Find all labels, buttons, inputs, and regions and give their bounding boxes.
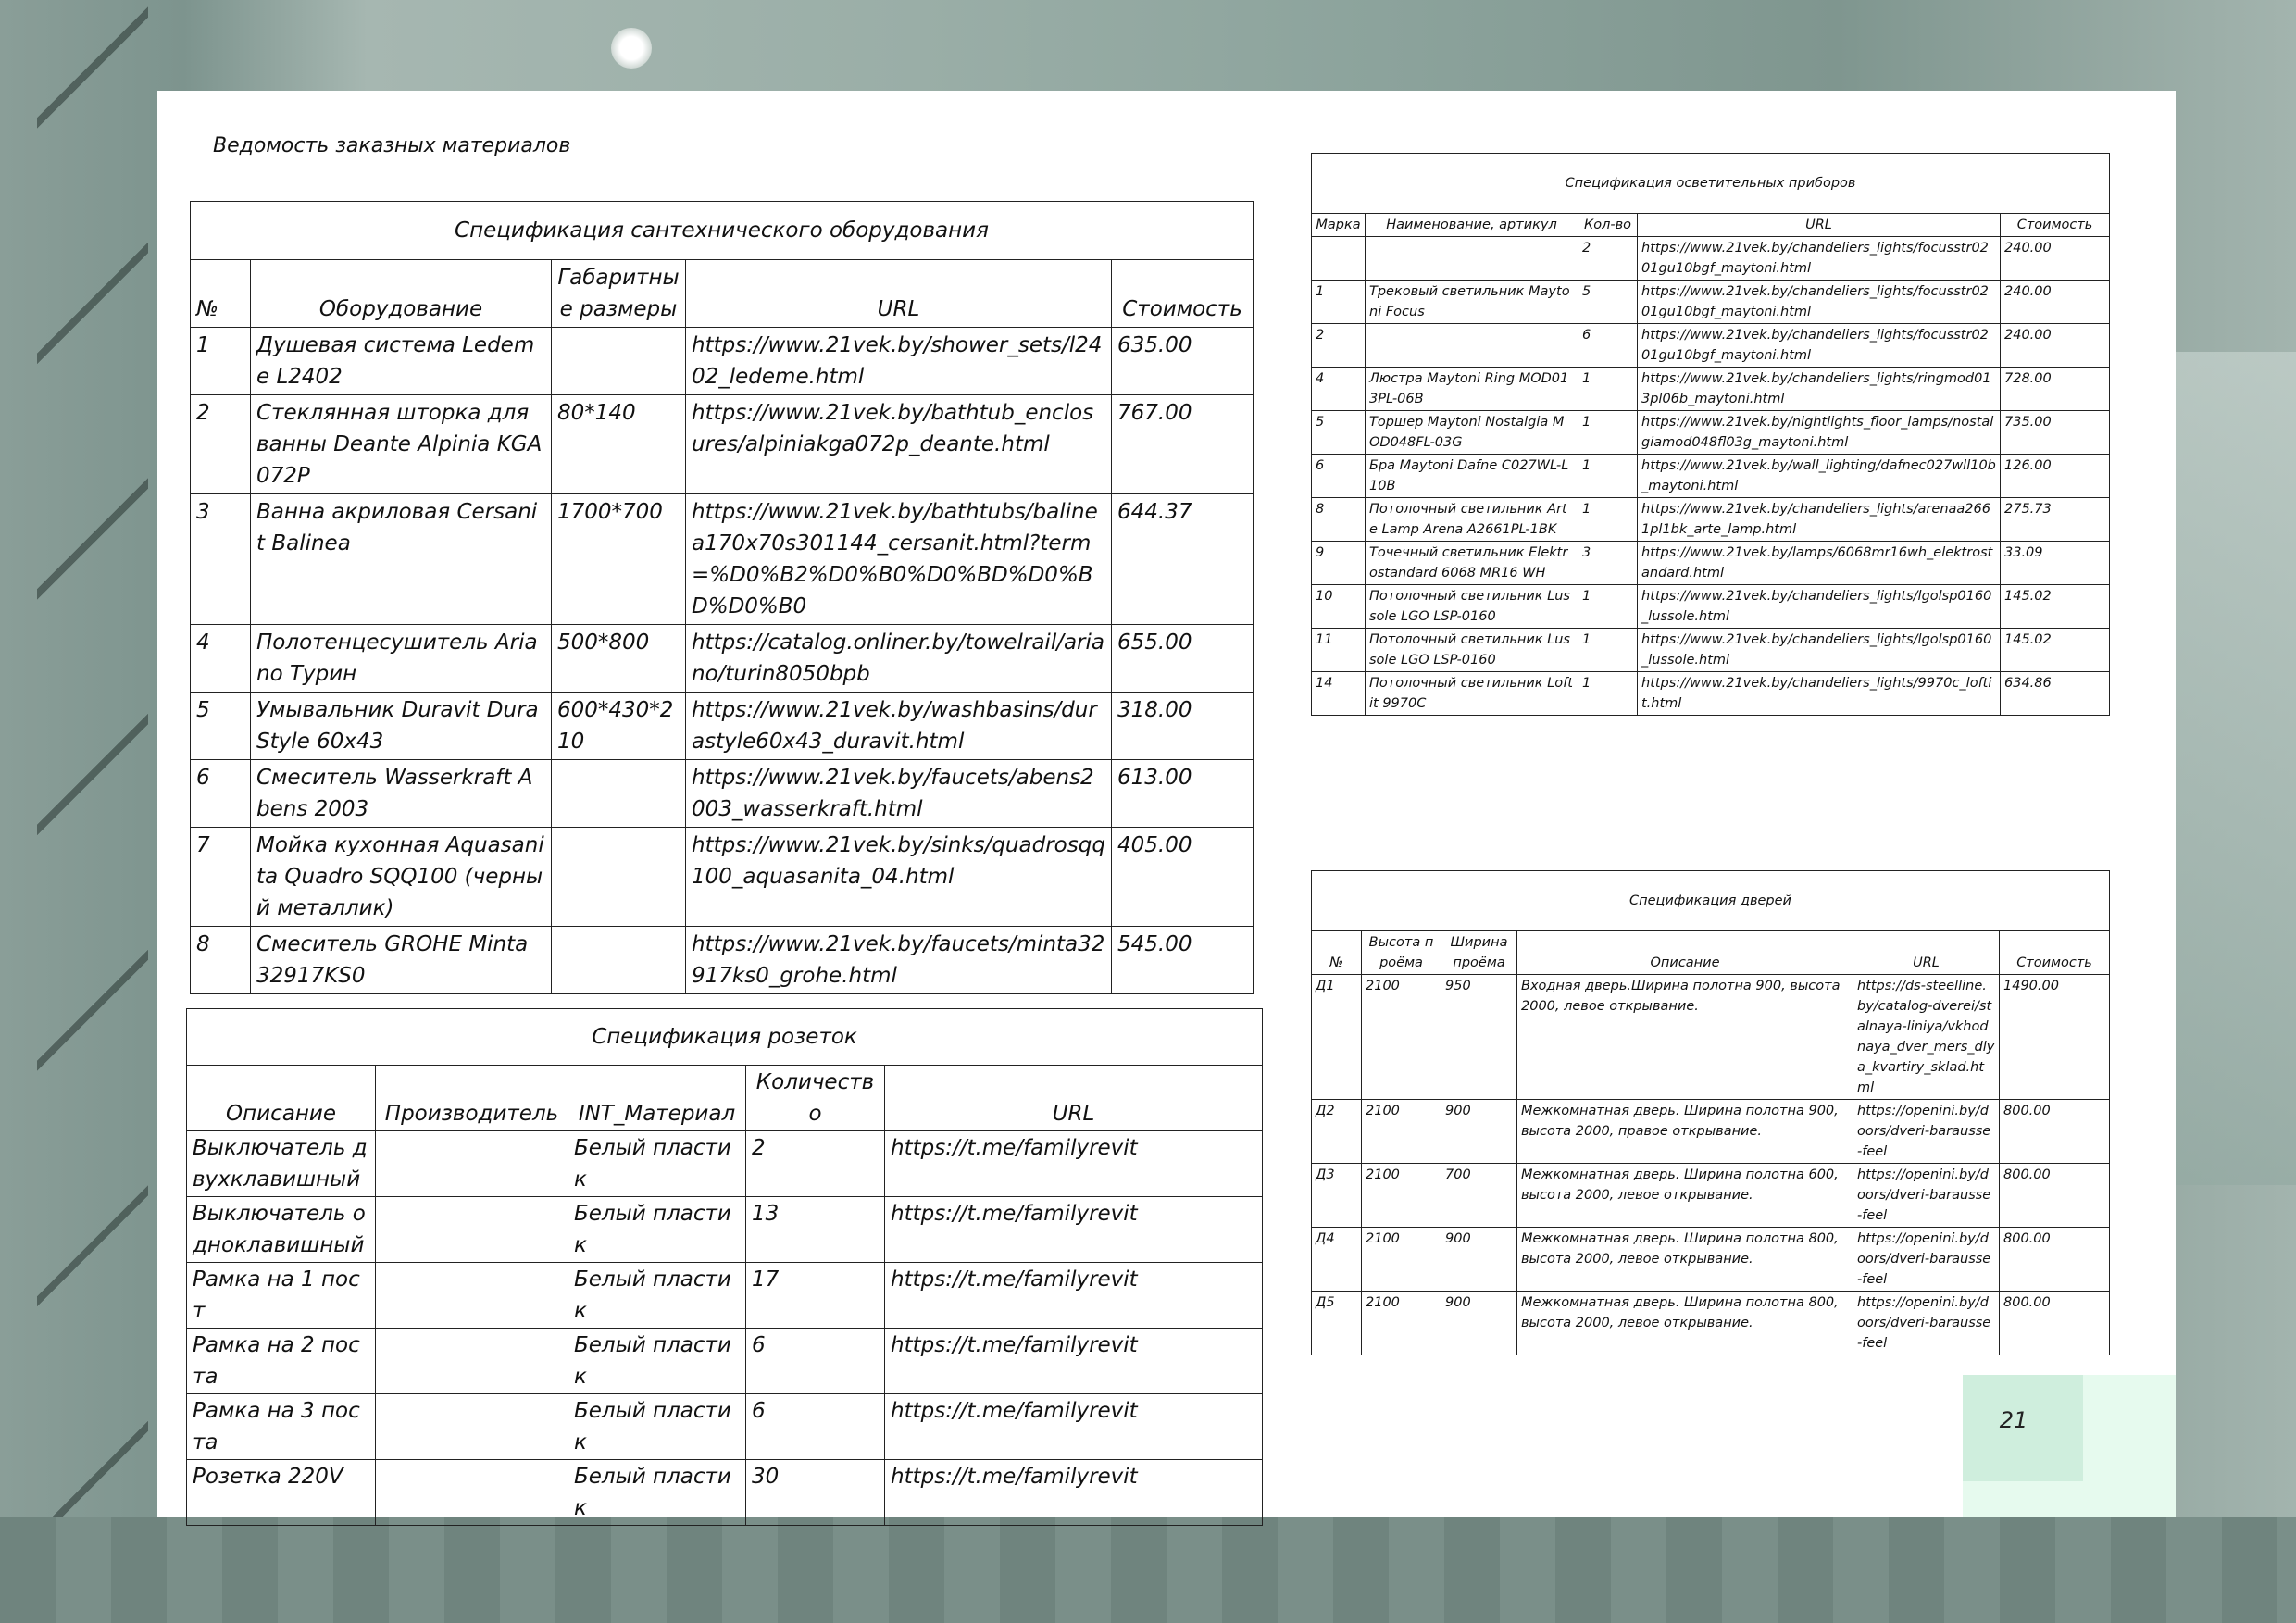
table-cell: 1 [1578,585,1638,629]
plumbing-table [190,201,1254,994]
table-row [1312,1100,2110,1164]
table-cell: 3 [191,494,251,625]
table-cell: 644.37 [1112,494,1254,625]
table-row [191,760,1254,828]
table-cell: Люстра Maytoni Ring MOD013PL-06B [1366,368,1578,411]
table-cell: 600*430*210 [552,693,686,760]
table-cell: 800.00 [2000,1228,2110,1292]
table-cell: 767.00 [1112,395,1254,494]
table-cell: Смеситель GROHE Minta 32917KS0 [251,927,552,994]
table-cell: Рамка на 1 пост [187,1263,376,1329]
table-cell: Межкомнатная дверь. Ширина полотна 900, высота 2000, правое открывание. [1517,1100,1853,1164]
table-row [1312,455,2110,498]
table-cell: 13 [746,1197,885,1263]
header-url: URL [885,1066,1263,1131]
table-cell: Белый пластик [568,1197,746,1263]
table-cell: 700 [1441,1164,1517,1228]
table-cell: 17 [746,1263,885,1329]
table-cell: 30 [746,1460,885,1526]
table-cell: https://ds-steelline.by/catalog-dverei/stalnaya-liniya/vkhodnaya_dver_mers_dlya_kvartiry_sklad.html [1853,975,2000,1100]
table-cell: https://www.21vek.by/chandeliers_lights/9970c_loftit.html [1638,672,2001,716]
table-cell: https://catalog.onliner.by/towelrail/ariano/turin8050bpb [686,625,1112,693]
header-url: URL [686,260,1112,328]
table-cell: Потолочный светильник Loftit 9970C [1366,672,1578,716]
table-cell: 8 [1312,498,1366,542]
page-number: 21 [1999,1407,2028,1433]
table-cell: 635.00 [1112,328,1254,395]
table-row [191,494,1254,625]
table-cell [376,1460,568,1526]
table-cell: 1 [1578,368,1638,411]
table-cell: Белый пластик [568,1329,746,1394]
table-cell: https://openini.by/doors/dveri-barausse-feel [1853,1292,2000,1355]
table-row [1312,281,2110,324]
table-cell: 145.02 [2001,585,2110,629]
table-cell: 1 [1578,672,1638,716]
table-row [191,625,1254,693]
table-cell: 900 [1441,1100,1517,1164]
table-row [187,1394,1263,1460]
table-cell: Потолочный светильник Arte Lamp Arena A2661PL-1BK [1366,498,1578,542]
table-cell: 2 [1312,324,1366,368]
table-cell: 800.00 [2000,1292,2110,1355]
table-cell: 1 [1312,281,1366,324]
document-title: Ведомость заказных материалов [213,134,571,157]
table-cell: Белый пластик [568,1263,746,1329]
table-row [1312,368,2110,411]
table-cell: 145.02 [2001,629,2110,672]
header-name: Наименование, артикул [1366,214,1578,237]
table-row [191,927,1254,994]
table-cell: 318.00 [1112,693,1254,760]
table-row [187,1197,1263,1263]
table-cell: Потолочный светильник Lussole LGO LSP-0160 [1366,629,1578,672]
table-cell: https://www.21vek.by/chandeliers_lights/lgolsp0160_lussole.html [1638,629,2001,672]
table-cell: https://t.me/familyrevit [885,1197,1263,1263]
table-cell: 4 [1312,368,1366,411]
table-cell: Точечный светильник Elektrostandard 6068 MR16 WH [1366,542,1578,585]
table-cell: 5 [1312,411,1366,455]
table-cell [1366,324,1578,368]
table-cell: 1490.00 [2000,975,2110,1100]
table-cell: Трековый светильник Maytoni Focus [1366,281,1578,324]
table-cell: 240.00 [2001,324,2110,368]
table-cell: Белый пластик [568,1131,746,1197]
table-cell: Входная дверь.Ширина полотна 900, высота 2000, левое открывание. [1517,975,1853,1100]
table-cell: https://www.21vek.by/lamps/6068mr16wh_elektrostandard.html [1638,542,2001,585]
table-cell: https://www.21vek.by/sinks/quadrosqq100_aquasanita_04.html [686,828,1112,927]
header-row [1312,931,2110,975]
header-quantity: Кол-во [1578,214,1638,237]
header-cost: Стоимость [2001,214,2110,237]
table-row [187,1329,1263,1394]
header-dimensions: Габаритные размеры [552,260,686,328]
table-cell [376,1197,568,1263]
table-cell: 126.00 [2001,455,2110,498]
table-cell: Межкомнатная дверь. Ширина полотна 600, высота 2000, левое открывание. [1517,1164,1853,1228]
table-cell: https://www.21vek.by/faucets/minta32917ks0_grohe.html [686,927,1112,994]
header-row [187,1066,1263,1131]
table-row [191,328,1254,395]
table-caption: Спецификация сантехнического оборудования [191,202,1254,260]
doors-table [1311,870,2110,1355]
table-cell: Межкомнатная дверь. Ширина полотна 800, высота 2000, левое открывание. [1517,1228,1853,1292]
table-cell: https://www.21vek.by/chandeliers_lights/focusstr0201gu10bgf_maytoni.html [1638,324,2001,368]
table-cell: https://www.21vek.by/chandeliers_lights/focusstr0201gu10bgf_maytoni.html [1638,237,2001,281]
header-description: Описание [1517,931,1853,975]
table-cell: 1 [1578,629,1638,672]
table-cell: 7 [191,828,251,927]
table-cell: https://www.21vek.by/faucets/abens2003_wasserkraft.html [686,760,1112,828]
table-caption: Спецификация дверей [1312,871,2110,931]
header-mark: Марка [1312,214,1366,237]
table-cell [552,828,686,927]
header-cost: Стоимость [2000,931,2110,975]
table-cell: 500*800 [552,625,686,693]
table-cell: Выключатель одноклавишный [187,1197,376,1263]
table-cell: 1 [1578,455,1638,498]
table-cell: 1 [1578,498,1638,542]
header-number: № [1312,931,1362,975]
table-cell: 800.00 [2000,1100,2110,1164]
header-url: URL [1853,931,2000,975]
table-row [1312,1292,2110,1355]
table-cell: 14 [1312,672,1366,716]
table-cell: Потолочный светильник Lussole LGO LSP-0160 [1366,585,1578,629]
table-cell: Рамка на 2 поста [187,1329,376,1394]
table-cell: 240.00 [2001,281,2110,324]
table-cell: Межкомнатная дверь. Ширина полотна 800, высота 2000, левое открывание. [1517,1292,1853,1355]
table-row [191,395,1254,494]
table-cell: https://www.21vek.by/bathtubs/balinea170x70s301144_cersanit.html?term=%D0%B2%D0%B0%D0%BD%D0%BD%D0%B0 [686,494,1112,625]
table-cell: 634.86 [2001,672,2110,716]
table-cell: 6 [191,760,251,828]
header-cost: Стоимость [1112,260,1254,328]
header-description: Описание [187,1066,376,1131]
table-cell [552,760,686,828]
table-cell: 2100 [1362,1292,1441,1355]
table-cell: 545.00 [1112,927,1254,994]
background-floor [0,1517,2296,1623]
table-cell: Д1 [1312,975,1362,1100]
table-row [1312,542,2110,585]
table-cell: https://t.me/familyrevit [885,1263,1263,1329]
table-cell: 728.00 [2001,368,2110,411]
table-cell: Розетка 220V [187,1460,376,1526]
table-cell [552,927,686,994]
table-row [1312,324,2110,368]
table-cell: Мойка кухонная Aquasanita Quadro SQQ100 (черный металлик) [251,828,552,927]
table-cell: Торшер Maytoni Nostalgia MOD048FL-03G [1366,411,1578,455]
table-cell [1312,237,1366,281]
table-cell [376,1394,568,1460]
table-cell: https://www.21vek.by/chandeliers_lights/ringmod013pl06b_maytoni.html [1638,368,2001,411]
table-cell: 2100 [1362,1100,1441,1164]
table-row [187,1263,1263,1329]
table-cell: https://www.21vek.by/chandeliers_lights/focusstr0201gu10bgf_maytoni.html [1638,281,2001,324]
table-cell: 2100 [1362,1164,1441,1228]
table-cell: 8 [191,927,251,994]
table-cell: 6 [1312,455,1366,498]
header-url: URL [1638,214,2001,237]
table-cell: 950 [1441,975,1517,1100]
table-cell: 1 [191,328,251,395]
table-cell: 6 [746,1329,885,1394]
table-cell: https://www.21vek.by/chandeliers_lights/lgolsp0160_lussole.html [1638,585,2001,629]
table-cell: https://www.21vek.by/chandeliers_lights/arenaa2661pl1bk_arte_lamp.html [1638,498,2001,542]
table-cell: https://t.me/familyrevit [885,1329,1263,1394]
table-cell: 9 [1312,542,1366,585]
header-height: Высота проёма [1362,931,1441,975]
table-cell: 10 [1312,585,1366,629]
table-cell: 2100 [1362,975,1441,1100]
table-row [1312,1228,2110,1292]
table-cell: 655.00 [1112,625,1254,693]
table-cell: Полотенцесушитель Ariano Турин [251,625,552,693]
table-cell: 2 [191,395,251,494]
lighting-table [1311,153,2110,716]
table-cell [1366,237,1578,281]
table-row [1312,585,2110,629]
table-cell: https://t.me/familyrevit [885,1131,1263,1197]
header-quantity: Количество [746,1066,885,1131]
table-row [1312,629,2110,672]
table-row [191,693,1254,760]
table-cell: Д5 [1312,1292,1362,1355]
header-row [191,260,1254,328]
table-cell: 11 [1312,629,1366,672]
table-cell: 240.00 [2001,237,2110,281]
table-cell: 275.73 [2001,498,2110,542]
table-row [1312,975,2110,1100]
table-cell [376,1329,568,1394]
table-cell: Белый пластик [568,1394,746,1460]
table-cell: Белый пластик [568,1460,746,1526]
table-cell: 6 [746,1394,885,1460]
table-cell: Д3 [1312,1164,1362,1228]
table-cell: 1 [1578,411,1638,455]
table-row [1312,411,2110,455]
table-cell: 6 [1578,324,1638,368]
table-cell: 5 [1578,281,1638,324]
header-row [1312,214,2110,237]
table-cell: https://www.21vek.by/bathtub_enclosures/alpiniakga072p_deante.html [686,395,1112,494]
table-cell: 800.00 [2000,1164,2110,1228]
table-cell: Стеклянная шторка для ванны Deante Alpinia KGA 072P [251,395,552,494]
table-cell: https://t.me/familyrevit [885,1394,1263,1460]
header-width: Ширина проёма [1441,931,1517,975]
table-cell: 1700*700 [552,494,686,625]
table-cell [552,328,686,395]
table-cell: https://openini.by/doors/dveri-barausse-feel [1853,1100,2000,1164]
table-cell: Д4 [1312,1228,1362,1292]
table-cell: 900 [1441,1228,1517,1292]
table-cell [376,1263,568,1329]
header-material: INT_Материал [568,1066,746,1131]
table-row [1312,498,2110,542]
table-cell: Умывальник Duravit DuraStyle 60x43 [251,693,552,760]
table-cell: Бра Maytoni Dafne C027WL-L10B [1366,455,1578,498]
table-row [187,1131,1263,1197]
background-shelf [37,0,148,1623]
table-cell: 33.09 [2001,542,2110,585]
table-cell: 80*140 [552,395,686,494]
header-number: № [191,260,251,328]
table-cell: 2 [746,1131,885,1197]
table-cell: 900 [1441,1292,1517,1355]
table-cell: https://www.21vek.by/washbasins/durastyle60x43_duravit.html [686,693,1112,760]
table-row [1312,672,2110,716]
table-cell: Ванна акриловая Cersanit Balinea [251,494,552,625]
table-row [191,828,1254,927]
sockets-table [186,1008,1263,1526]
table-cell: Д2 [1312,1100,1362,1164]
table-cell: 405.00 [1112,828,1254,927]
table-cell: Смеситель Wasserkraft Abens 2003 [251,760,552,828]
table-cell [376,1131,568,1197]
table-row [187,1460,1263,1526]
header-equipment: Оборудование [251,260,552,328]
table-cell: https://www.21vek.by/wall_lighting/dafnec027wll10b_maytoni.html [1638,455,2001,498]
table-cell: https://www.21vek.by/shower_sets/l2402_ledeme.html [686,328,1112,395]
table-caption: Спецификация осветительных приборов [1312,154,2110,214]
table-cell: 2100 [1362,1228,1441,1292]
table-cell: 2 [1578,237,1638,281]
header-manufacturer: Производитель [376,1066,568,1131]
background-lamp [611,28,652,69]
table-row [1312,1164,2110,1228]
table-cell: 5 [191,693,251,760]
table-caption: Спецификация розеток [187,1009,1263,1066]
table-row [1312,237,2110,281]
table-cell: https://t.me/familyrevit [885,1460,1263,1526]
table-cell: 3 [1578,542,1638,585]
table-cell: 613.00 [1112,760,1254,828]
table-cell: 735.00 [2001,411,2110,455]
table-cell: Рамка на 3 поста [187,1394,376,1460]
table-cell: 4 [191,625,251,693]
table-cell: https://www.21vek.by/nightlights_floor_lamps/nostalgiamod048fl03g_maytoni.html [1638,411,2001,455]
table-cell: Выключатель двухклавишный [187,1131,376,1197]
table-cell: Душевая система Ledeme L2402 [251,328,552,395]
table-cell: https://openini.by/doors/dveri-barausse-feel [1853,1228,2000,1292]
table-cell: https://openini.by/doors/dveri-barausse-feel [1853,1164,2000,1228]
